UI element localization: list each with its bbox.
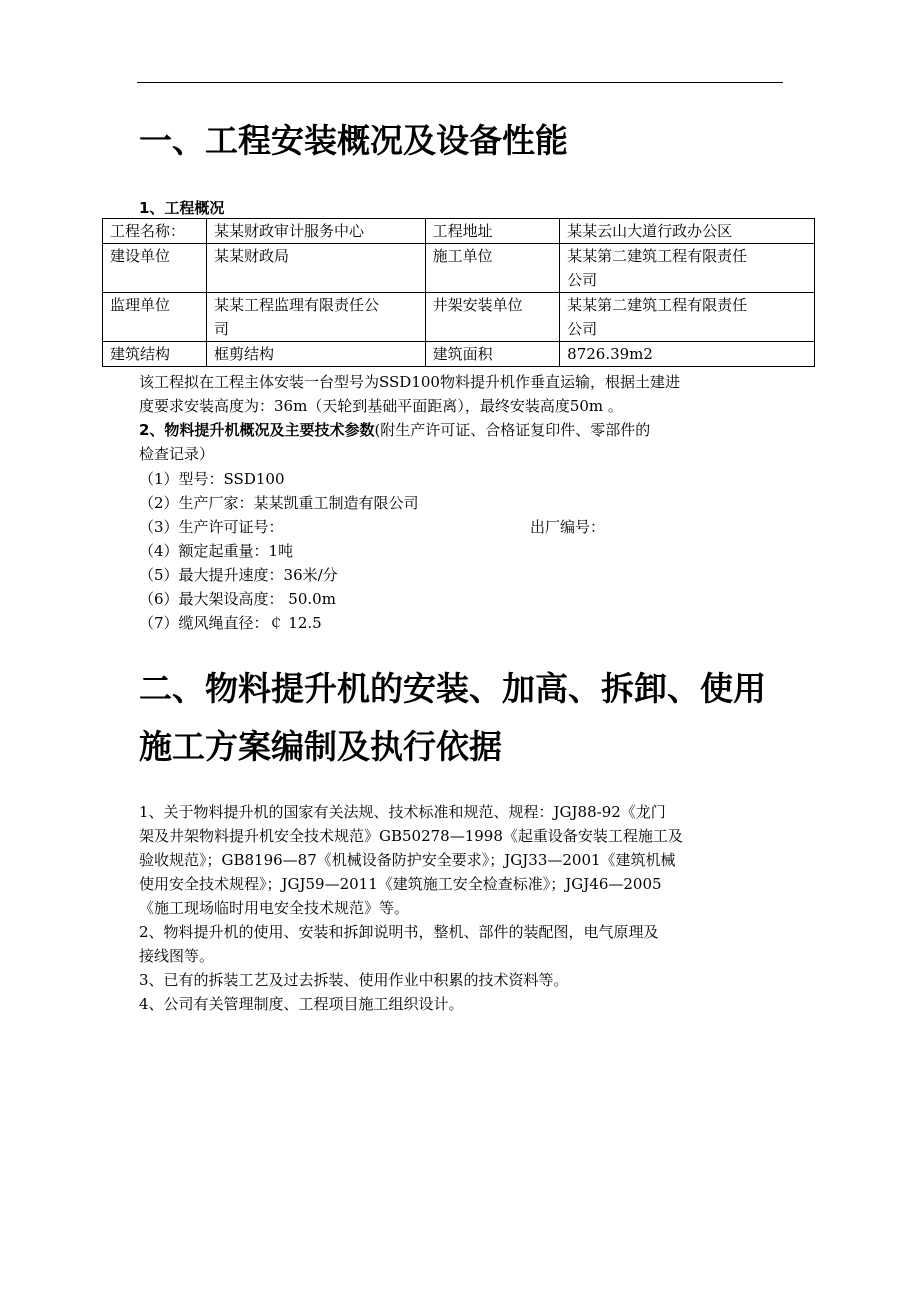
table-cell: 建筑面积 [425,342,559,367]
list-item-line: 4、公司有关管理制度、工程项目施工组织设计。 [139,995,464,1013]
spec-rated-load: （4）额定起重量：1吨 [139,542,294,560]
table-cell: 某某财政局 [207,244,426,293]
spec-license-no: （3）生产许可证号： [139,518,284,536]
list-item-line: 使用安全技术规程》；JGJ59—2011《建筑施工安全检查标准》；JGJ46—2005 [139,875,662,893]
section2-heading-line2: 施工方案编制及执行依据 [139,727,502,766]
table-row [103,293,815,342]
spec-model: （1）型号：SSD100 [139,470,285,488]
project-overview-subheading: 1、工程概况 [139,199,225,217]
spec-guy-rope-diameter: （7）缆风绳直径：￠ 12.5 [139,614,322,632]
table-row [103,219,815,244]
cell-line: 某某第二建筑工程有限责任 [567,247,748,265]
intro-paragraph [139,370,789,466]
spec-manufacturer: （2）生产厂家：某某凯重工制造有限公司 [139,494,419,512]
text-line: 度要求安装高度为：36m（天轮到基础平面距离），最终安装高度50m 。 [139,397,623,415]
table-cell: 8726.39m2 [560,342,815,367]
list-item-line: 3、已有的拆装工艺及过去拆装、使用作业中积累的技术资料等。 [139,971,569,989]
table-cell: 框剪结构 [207,342,426,367]
project-info-table [102,218,815,367]
list-item-line: 《施工现场临时用电安全技术规范》等。 [139,899,410,917]
list-item-line: 架及井架物料提升机安全技术规范》GB50278—1998《起重设备安装工程施工及 [139,827,683,845]
list-item-line: 验收规范》；GB8196—87《机械设备防护安全要求》；JGJ33—2001《建筑机械 [139,851,676,869]
section2-heading-line1: 二、物料提升机的安装、加高、拆卸、使用 [139,669,766,708]
table-cell: 监理单位 [103,293,207,342]
table-cell: 建筑结构 [103,342,207,367]
basis-list [139,800,799,1016]
list-item-line: 1、关于物料提升机的国家有关法规、技术标准和规范、规程：JGJ88-92《龙门 [139,803,666,821]
table-row [103,244,815,293]
table-cell: 井架安装单位 [425,293,559,342]
table-cell: 某某财政审计服务中心 [207,219,426,244]
table-cell: 某某云山大道行政办公区 [560,219,815,244]
header-rule [137,82,783,83]
cell-line: 某某第二建筑工程有限责任 [567,296,748,314]
spec-max-height: （6）最大架设高度： 50.0m [139,590,336,608]
table-cell [560,244,815,293]
text-line [139,418,789,442]
table-cell: 工程地址 [425,219,559,244]
text-line: 该工程拟在工程主体安装一台型号为SSD100物料提升机作垂直运输，根据土建进 [139,373,680,391]
table-cell: 施工单位 [425,244,559,293]
cell-line: 某某工程监理有限责任公 [214,296,380,314]
cell-line: 公司 [567,271,598,289]
text-line: 检查记录） [139,445,215,463]
hoist-params-note: (附生产许可证、合格证复印件、零部件的 [374,421,651,439]
section1-heading: 一、工程安装概况及设备性能 [139,121,568,160]
spec-factory-no: 出厂编号： [530,518,606,536]
cell-line: 司 [214,320,230,338]
list-item-line: 2、物料提升机的使用、安装和拆卸说明书，整机、部件的装配图，电气原理及 [139,923,659,941]
table-row [103,342,815,367]
hoist-params-heading: 2、物料提升机概况及主要技术参数 [139,421,375,439]
cell-line: 公司 [567,320,598,338]
table-cell [207,293,426,342]
table-cell: 工程名称： [103,219,207,244]
spec-max-speed: （5）最大提升速度：36米/分 [139,566,338,584]
table-cell [560,293,815,342]
table-cell: 建设单位 [103,244,207,293]
list-item-line: 接线图等。 [139,947,215,965]
